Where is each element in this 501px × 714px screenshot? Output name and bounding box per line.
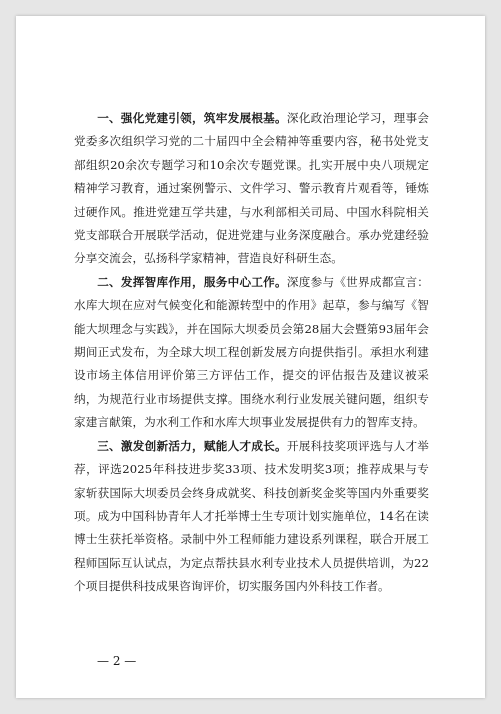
section-1-paragraph xyxy=(74,107,429,271)
document-body xyxy=(74,107,429,599)
page-number: — 2 — xyxy=(97,654,137,668)
section-2-body: 深度参与《世界成都宣言：水库大坝在应对气候变化和能源转型中的作用》起草，参与编写《智能大坝理念与实践》，并在国际大坝委员会第28届大会暨第93届年会期间正式发布，为全球大坝工程创新发展方向提供指引。承担水利建设市场主体信用评价第三方评估工作，提交的评估报告及建议被采纳，为规范行业市场提供支撑。围绕水利行业发展关键问题，组织专家建言献策，为水利工作和水库大坝事业发展提供有力的智库支持。 xyxy=(74,274,429,430)
section-3-body: 开展科技奖项评选与人才举荐，评选2025年科技进步奖33项、技术发明奖3项；推荐成果与专家斩获国际大坝委员会终身成就奖、科技创新奖金奖等国内外重要奖项。成为中国科协青年人才托举博士生专项计划实施单位，14名在读博士生获托举资格。录制中外工程师能力建设系列课程，联合开展工程师国际互认试点，为定点帮扶县水利专业技术人员提供培训，为22个项目提供科技成果咨询评价，切实服务国内外科技工作者。 xyxy=(74,438,429,594)
document-page xyxy=(16,16,485,698)
section-1-heading: 一、强化党建引领，筑牢发展根基。 xyxy=(97,111,287,125)
section-1-body: 深化政治理论学习，理事会党委多次组织学习党的二十届四中全会精神等重要内容，秘书处党支部组织20余次专题学习和10余次专题党课。扎实开展中央八项规定精神学习教育，通过案例警示、文件学习、警示教育片观看等，锤炼过硬作风。推进党建互学共建，与水利部相关司局、中国水科院相关党支部联合开展联学活动，促进党建与业务深度融合。承办党建经验分享交流会，弘扬科学家精神，营造良好科研生态。 xyxy=(74,111,429,266)
section-3-heading: 三、激发创新活力，赋能人才成长。 xyxy=(97,438,287,453)
section-2-heading: 二、发挥智库作用，服务中心工作。 xyxy=(97,274,287,289)
section-2-paragraph xyxy=(74,271,429,435)
section-3-paragraph xyxy=(74,435,429,599)
